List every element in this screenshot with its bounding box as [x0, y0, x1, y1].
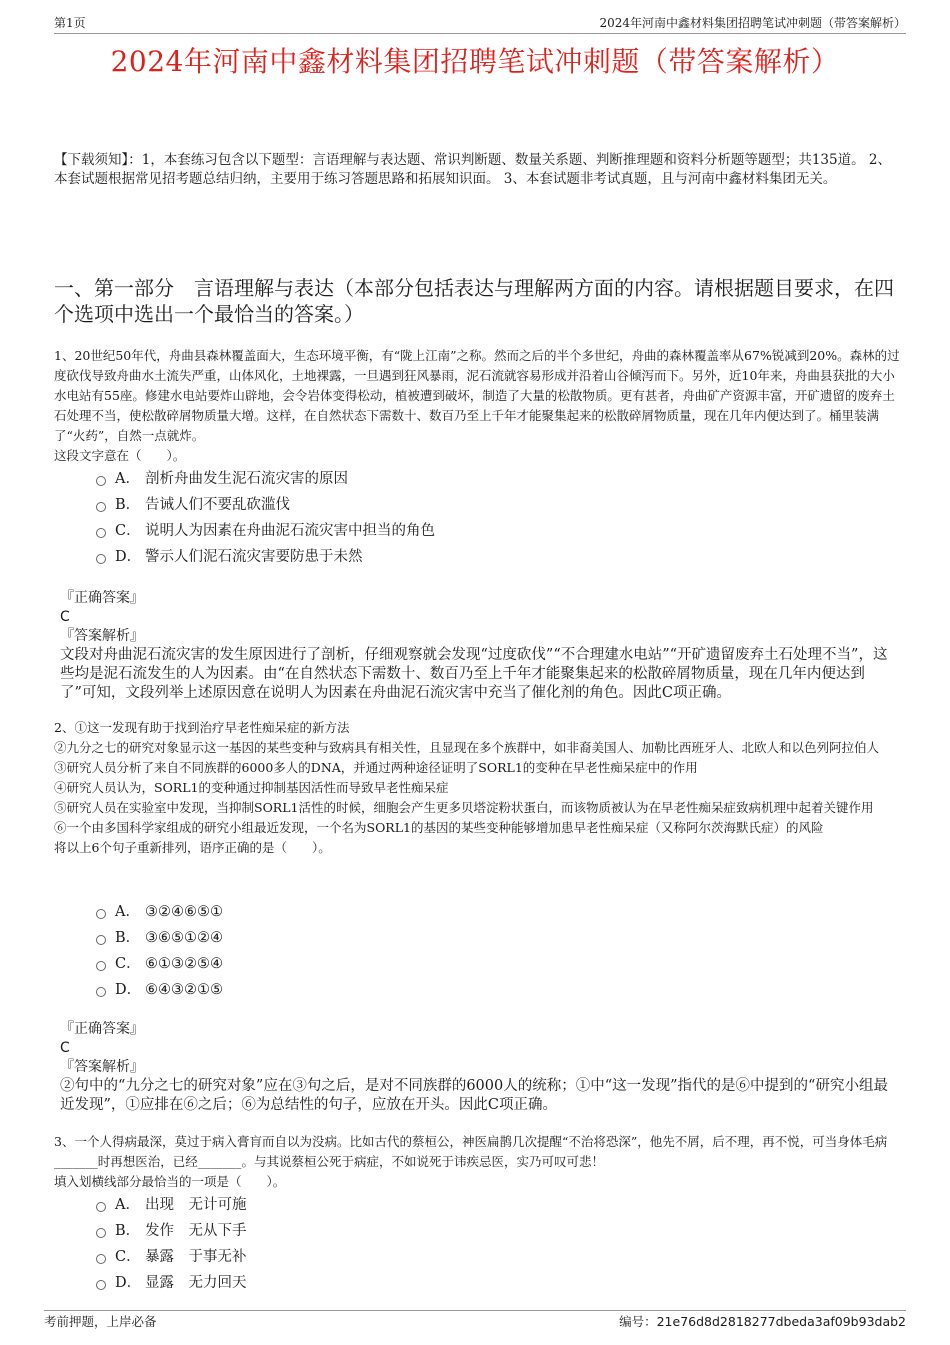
- radio-icon[interactable]: [96, 528, 106, 538]
- question-2-sentence-1: 2、①这一发现有助于找到治疗早老性痴呆症的新方法: [54, 720, 350, 735]
- footer-slogan: 考前押题，上岸必备: [44, 1314, 157, 1329]
- page-title: 2024年河南中鑫材料集团招聘笔试冲刺题（带答案解析）: [110, 45, 840, 78]
- question-1-option-b[interactable]: B． 告诫人们不要乱砍滥伐: [96, 492, 796, 518]
- question-2-option-c[interactable]: C． ⑥①③②⑤④: [96, 951, 796, 977]
- footer-code-label: 编号：: [619, 1314, 657, 1329]
- question-2-sentence-4: ④研究人员认为，SORL1的变种通过抑制基因活性而导致早老性痴呆症: [54, 780, 449, 795]
- question-2-sentence-3: ③研究人员分析了来自不同族群的6000多人的DNA，并通过两种途径证明了SORL1的变种在早老性痴呆症中的作用: [54, 760, 698, 775]
- question-3-stem: 3、一个人得病最深，莫过于病入膏肓而自以为没病。比如古代的蔡桓公，神医扁鹊几次提醒“不治将恐深”，他先不屑，后不理，再不悦，可当身体毛病_______时再想医治，已经_______。与其说蔡桓公死于病症，不如说死于讳疾忌医，实乃可叹可悲！: [54, 1134, 888, 1169]
- page-footer: [44, 1313, 906, 1331]
- radio-icon[interactable]: [96, 1228, 106, 1238]
- question-1-prompt: 这段文字意在（ ）。: [54, 448, 186, 463]
- page-header: [54, 14, 906, 32]
- correct-answer-label: 『正确答案』: [60, 1021, 144, 1037]
- question-2-options: [96, 899, 796, 1003]
- page-number: 第1页: [54, 16, 86, 30]
- question-1-text: [54, 346, 900, 466]
- question-3-option-a[interactable]: A． 出现 无计可施: [96, 1192, 796, 1218]
- question-2-answer-block: [60, 1019, 890, 1115]
- question-1-analysis: 文段对舟曲泥石流灾害的发生原因进行了剖析，仔细观察就会发现“过度砍伐”“不合理建水电站”“开矿遗留废弃土石处理不当”，这些均是泥石流发生的人为因素。由“在自然状态下需数十、数百乃至上千年才能聚集起来的松散碎屑物质量，现在几年内便达到了”可知，文段列举上述原因意在说明人为因素在舟曲泥石流灾害中充当了催化剂的角色。因此C项正确。: [60, 647, 888, 701]
- analysis-label: 『答案解析』: [60, 1059, 144, 1075]
- question-1-answer-block: [60, 588, 890, 703]
- radio-icon[interactable]: [96, 935, 106, 945]
- footer-code: [619, 1313, 906, 1331]
- question-2-option-b[interactable]: B． ③⑥⑤①②④: [96, 925, 796, 951]
- question-2-sentence-2: ②九分之七的研究对象显示这一基因的某些变种与致病具有相关性，且显现在多个族群中，如非裔美国人、加勒比西班牙人、北欧人和以色列阿拉伯人: [54, 740, 880, 755]
- section-heading: 一、第一部分 言语理解与表达（本部分包括表达与理解两方面的内容。请根据题目要求，在四个选项中选出一个最恰当的答案。）: [54, 276, 894, 326]
- radio-icon[interactable]: [96, 1280, 106, 1290]
- radio-icon[interactable]: [96, 554, 106, 564]
- question-2-analysis: ②句中的“九分之七的研究对象”应在③句之后，是对不同族群的6000人的统称；①中“这一发现”指代的是⑥中提到的“研究小组最近发现”，①应排在⑥之后；⑥为总结性的句子，应放在开头。因此C项正确。: [60, 1078, 888, 1113]
- download-notice: 【下载须知】：1，本套练习包含以下题型：言语理解与表达题、常识判断题、数量关系题、判断推理题和资料分析题等题型；共135道。 2、本套试题根据常见招考题总结归纳，主要用于练习答题思路和拓展知识面。 3、本套试题非考试真题，且与河南中鑫材料集团无关。: [54, 152, 891, 187]
- question-3-options: [96, 1192, 796, 1296]
- question-1-option-d[interactable]: D． 警示人们泥石流灾害要防患于未然: [96, 544, 796, 570]
- question-2-prompt: 将以上6个句子重新排列，语序正确的是（ ）。: [54, 840, 331, 855]
- question-3-option-d[interactable]: D． 显露 无力回天: [96, 1270, 796, 1296]
- analysis-label: 『答案解析』: [60, 628, 144, 644]
- question-2-correct-answer: C: [60, 1040, 70, 1056]
- correct-answer-label: 『正确答案』: [60, 590, 144, 606]
- radio-icon[interactable]: [96, 1254, 106, 1264]
- question-2-text: [54, 718, 900, 858]
- radio-icon[interactable]: [96, 1202, 106, 1212]
- header-doc-title: 2024年河南中鑫材料集团招聘笔试冲刺题（带答案解析）: [599, 16, 906, 30]
- question-2-sentence-6: ⑥一个由多国科学家组成的研究小组最近发现，一个名为SORL1的基因的某些变种能够增加患早老性痴呆症（又称阿尔茨海默氏症）的风险: [54, 820, 824, 835]
- question-1-correct-answer: C: [60, 609, 70, 625]
- radio-icon[interactable]: [96, 502, 106, 512]
- question-3-option-b[interactable]: B． 发作 无从下手: [96, 1218, 796, 1244]
- question-1-stem: 1、20世纪50年代，舟曲县森林覆盖面大，生态环境平衡，有“陇上江南”之称。然而之后的半个多世纪，舟曲的森林覆盖率从67%锐减到20%。森林的过度砍伐导致舟曲水土流失严重，山体风化，土地裸露，一旦遇到狂风暴雨，泥石流就容易形成并沿着山谷倾泻而下。另外，近10年来，舟曲县获批的大小水电站有55座。修建水电站要炸山辟地，会令岩体变得松动，植被遭到破坏，制造了大量的松散物质。更有甚者，舟曲矿产资源丰富，开矿遗留的废弃土石处理不当，使松散碎屑物质量大增。这样，在自然状态下需数十、数百乃至上千年才能聚集起来的松散碎屑物质量，现在几年内便达到了。桶里装满了“火药”，自然一点就炸。: [54, 348, 900, 443]
- footer-divider: [44, 1310, 906, 1311]
- question-3-text: [54, 1132, 900, 1192]
- question-3-option-c[interactable]: C． 暴露 于事无补: [96, 1244, 796, 1270]
- question-3-prompt: 填入划横线部分最恰当的一项是（ ）。: [54, 1174, 286, 1189]
- question-2-option-a[interactable]: A． ③②④⑥⑤①: [96, 899, 796, 925]
- radio-icon[interactable]: [96, 909, 106, 919]
- radio-icon[interactable]: [96, 476, 106, 486]
- header-divider: [54, 33, 906, 34]
- question-2-option-d[interactable]: D． ⑥④③②①⑤: [96, 977, 796, 1003]
- footer-code-value: 21e76d8d2818277dbeda3af09b93dab2: [656, 1314, 906, 1329]
- radio-icon[interactable]: [96, 961, 106, 971]
- question-1-option-a[interactable]: A． 剖析舟曲发生泥石流灾害的原因: [96, 466, 796, 492]
- question-1-options: [96, 466, 796, 570]
- radio-icon[interactable]: [96, 987, 106, 997]
- question-1-option-c[interactable]: C． 说明人为因素在舟曲泥石流灾害中担当的角色: [96, 518, 796, 544]
- question-2-sentence-5: ⑤研究人员在实验室中发现，当抑制SORL1活性的时候，细胞会产生更多贝塔淀粉状蛋白，而该物质被认为在早老性痴呆症致病机理中起着关键作用: [54, 800, 874, 815]
